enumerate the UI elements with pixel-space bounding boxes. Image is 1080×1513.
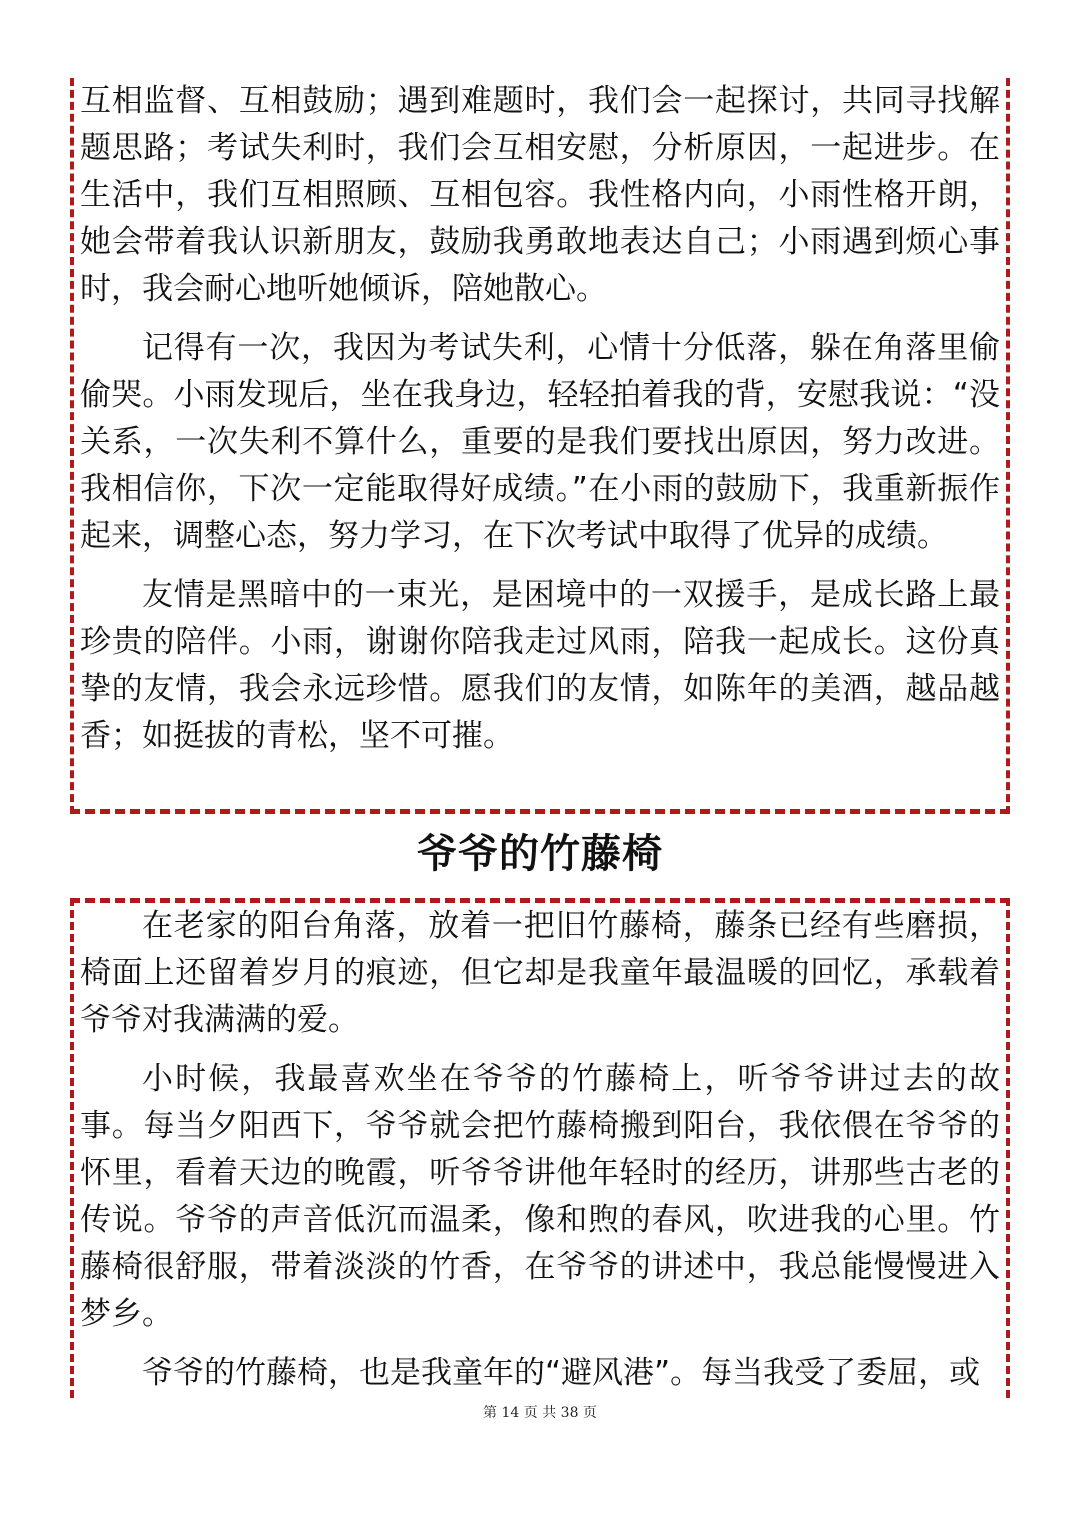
paragraph: 友情是黑暗中的一束光，是困境中的一双援手，是成长路上最珍贵的陪伴。小雨，谢谢你陪我走过风雨，陪我一起成长。这份真挚的友情，我会永远珍惜。愿我们的友情，如陈年的美酒，越品越香；如挺拔的青松，坚不可摧。 [80,577,1000,754]
essay-continuation [80,78,1000,772]
essay-body [80,903,1000,1409]
paragraph: 小时候，我最喜欢坐在爷爷的竹藤椅上，听爷爷讲过去的故事。每当夕阳西下，爷爷就会把竹藤椅搬到阳台，我依偎在爷爷的怀里，看着天边的晚霞，听爷爷讲他年轻时的经历，讲那些古老的传说。爷爷的声音低沉而温柔，像和煦的春风，吹进我的心里。竹藤椅很舒服，带着淡淡的竹香，在爷爷的讲述中，我总能慢慢进入梦乡。 [80,1061,1000,1332]
essay-title: 爷爷的竹藤椅 [417,831,663,877]
paragraph: 记得有一次，我因为考试失利，心情十分低落，躲在角落里偷偷哭。小雨发现后，坐在我身边，轻轻拍着我的背，安慰我说：“没关系，一次失利不算什么，重要的是我们要找出原因，努力改进。我相信你，下次一定能取得好成绩。”在小雨的鼓励下，我重新振作起来，调整心态，努力学习，在下次考试中取得了优异的成绩。 [80,330,1000,554]
paragraph: 爷爷的竹藤椅，也是我童年的“避风港”。每当我受了委屈，或 [142,1355,981,1391]
paragraph: 在老家的阳台角落，放着一把旧竹藤椅，藤条已经有些磨损，椅面上还留着岁月的痕迹，但它却是我童年最温暖的回忆，承载着爷爷对我满满的爱。 [80,908,1000,1038]
paragraph: 互相监督、互相鼓励；遇到难题时，我们会一起探讨，共同寻找解题思路；考试失利时，我们会互相安慰，分析原因，一起进步。在生活中，我们互相照顾、互相包容。我性格内向，小雨性格开朗，她会带着我认识新朋友，鼓励我勇敢地表达自己；小雨遇到烦心事时，我会耐心地听她倾诉，陪她散心。 [80,83,1000,307]
page-number: 第 14 页 共 38 页 [483,1405,597,1421]
